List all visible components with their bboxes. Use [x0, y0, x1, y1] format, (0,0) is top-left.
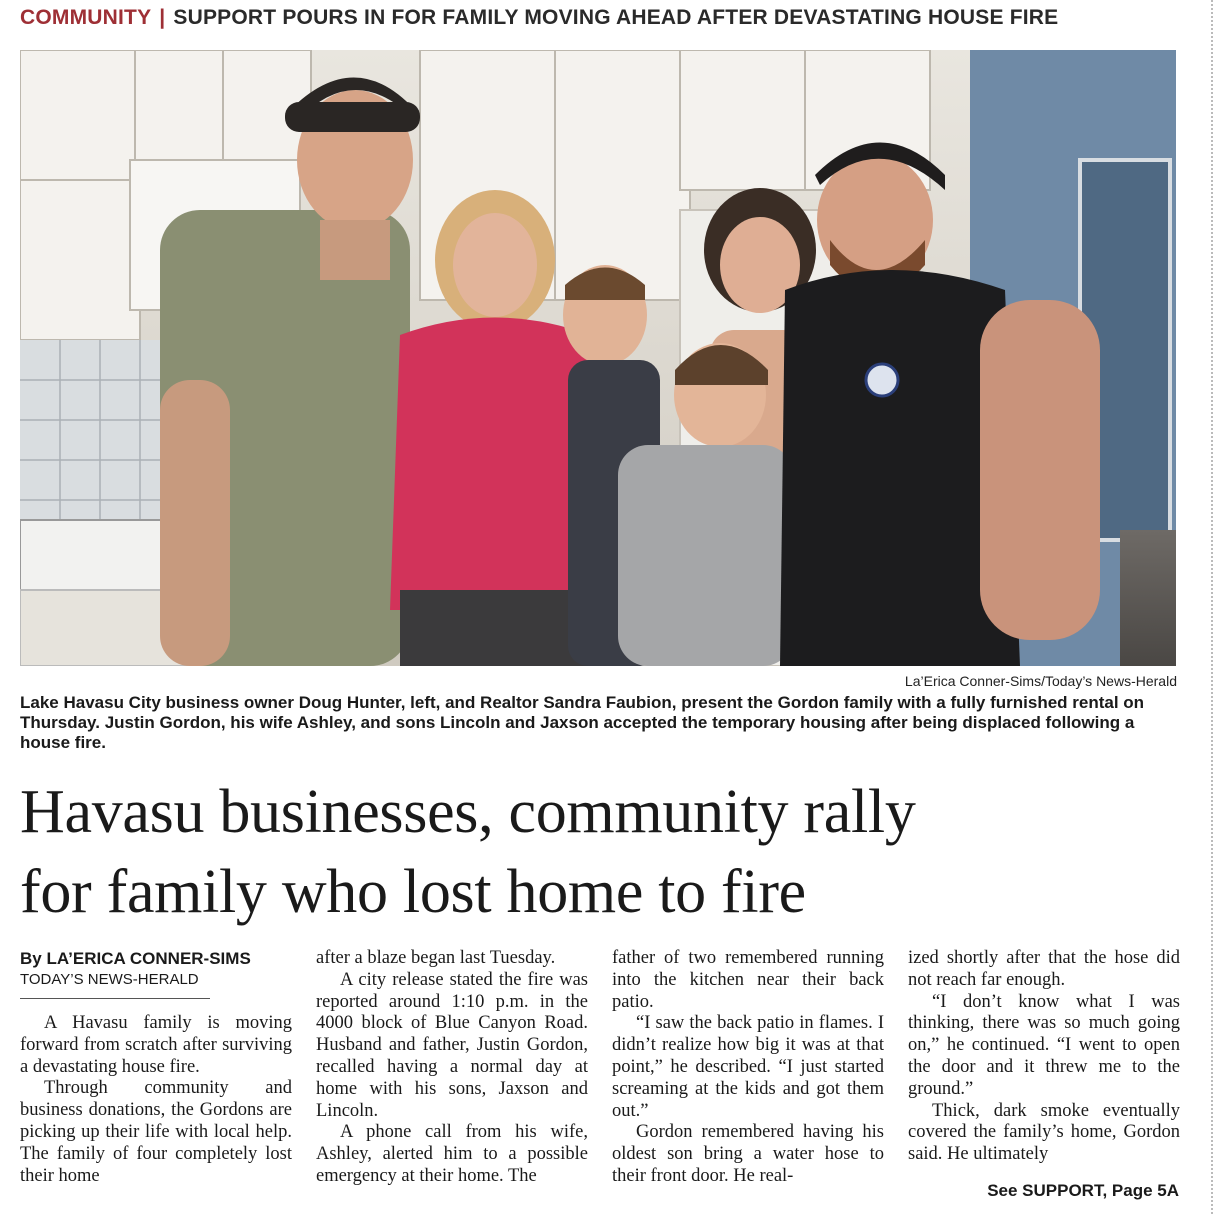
paragraph: “I saw the back patio in flames. I didn’t realize how big it was at that point,” he described. “I just started screaming at the kids and got them out.”: [612, 1013, 884, 1121]
headline-line-1: Havasu businesses, community rally: [20, 778, 916, 846]
kicker-headline: SUPPORT POURS IN FOR FAMILY MOVING AHEAD AFTER DEVASTATING HOUSE FIRE: [173, 6, 1059, 29]
headline-line-2: for family who lost home to fire: [20, 858, 806, 926]
paragraph: Thick, dark smoke eventually covered the family’s home, Gordon said. He ultimately: [908, 1100, 1180, 1165]
paragraph: Gordon remembered having his oldest son bring a water hose to their front door. He real-: [612, 1122, 884, 1186]
article-column-1: [20, 948, 292, 1187]
family-photo-illustration: [20, 50, 1176, 666]
kicker-separator: |: [159, 6, 166, 29]
section-kicker: [20, 6, 1210, 36]
photo-caption: Lake Havasu City business owner Doug Hunter, left, and Realtor Sandra Faubion, present the Gordon family with a fully furnished rental on Thursday. Justin Gordon, his wife Ashley, and sons Lincoln and Jaxson accepted the temporary housing after being displaced following a house fire.: [20, 693, 1145, 752]
section-label: COMMUNITY: [20, 6, 152, 29]
column-rule: [1211, 0, 1213, 1215]
photo-credit: La’Erica Conner-Sims/Today’s News-Herald: [904, 673, 1177, 689]
paragraph: after a blaze began last Tuesday.: [316, 948, 556, 968]
byline-organization: TODAY’S NEWS-HERALD: [20, 971, 199, 988]
paragraph: A Havasu family is moving forward from scratch after surviving a devastating house fire.: [20, 1013, 292, 1077]
paragraph: A phone call from his wife, Ashley, alerted him to a possible emergency at their home. The: [316, 1122, 588, 1186]
paragraph: A city release stated the fire was reported around 1:10 p.m. in the 4000 block of Blue Canyon Road. Husband and father, Justin Gordon, recalled having a normal day at home with his sons, Jaxson and Lincoln.: [316, 969, 588, 1121]
paragraph: “I don’t know what I was thinking, there was so much going on,” he continued. “I went to open the door and it threw me to the ground.”: [908, 991, 1180, 1099]
paragraph: ized shortly after that the hose did not reach far enough.: [908, 948, 1180, 990]
article-column-2: [316, 948, 588, 1188]
paragraph: father of two remembered running into the kitchen near their back patio.: [612, 948, 884, 1012]
article-column-3: [612, 948, 884, 1188]
article-headline: [20, 772, 1190, 932]
news-photo: [20, 50, 1176, 666]
byline-author: By LA’ERICA CONNER-SIMS: [20, 949, 251, 968]
article-column-4: [908, 948, 1180, 1166]
jump-line-link[interactable]: See SUPPORT, Page 5A: [987, 1181, 1179, 1200]
byline-rule: [20, 998, 210, 999]
paragraph: Through community and business donations, the Gordons are picking up their life with local help. The family of four completely lost their home: [20, 1078, 292, 1186]
